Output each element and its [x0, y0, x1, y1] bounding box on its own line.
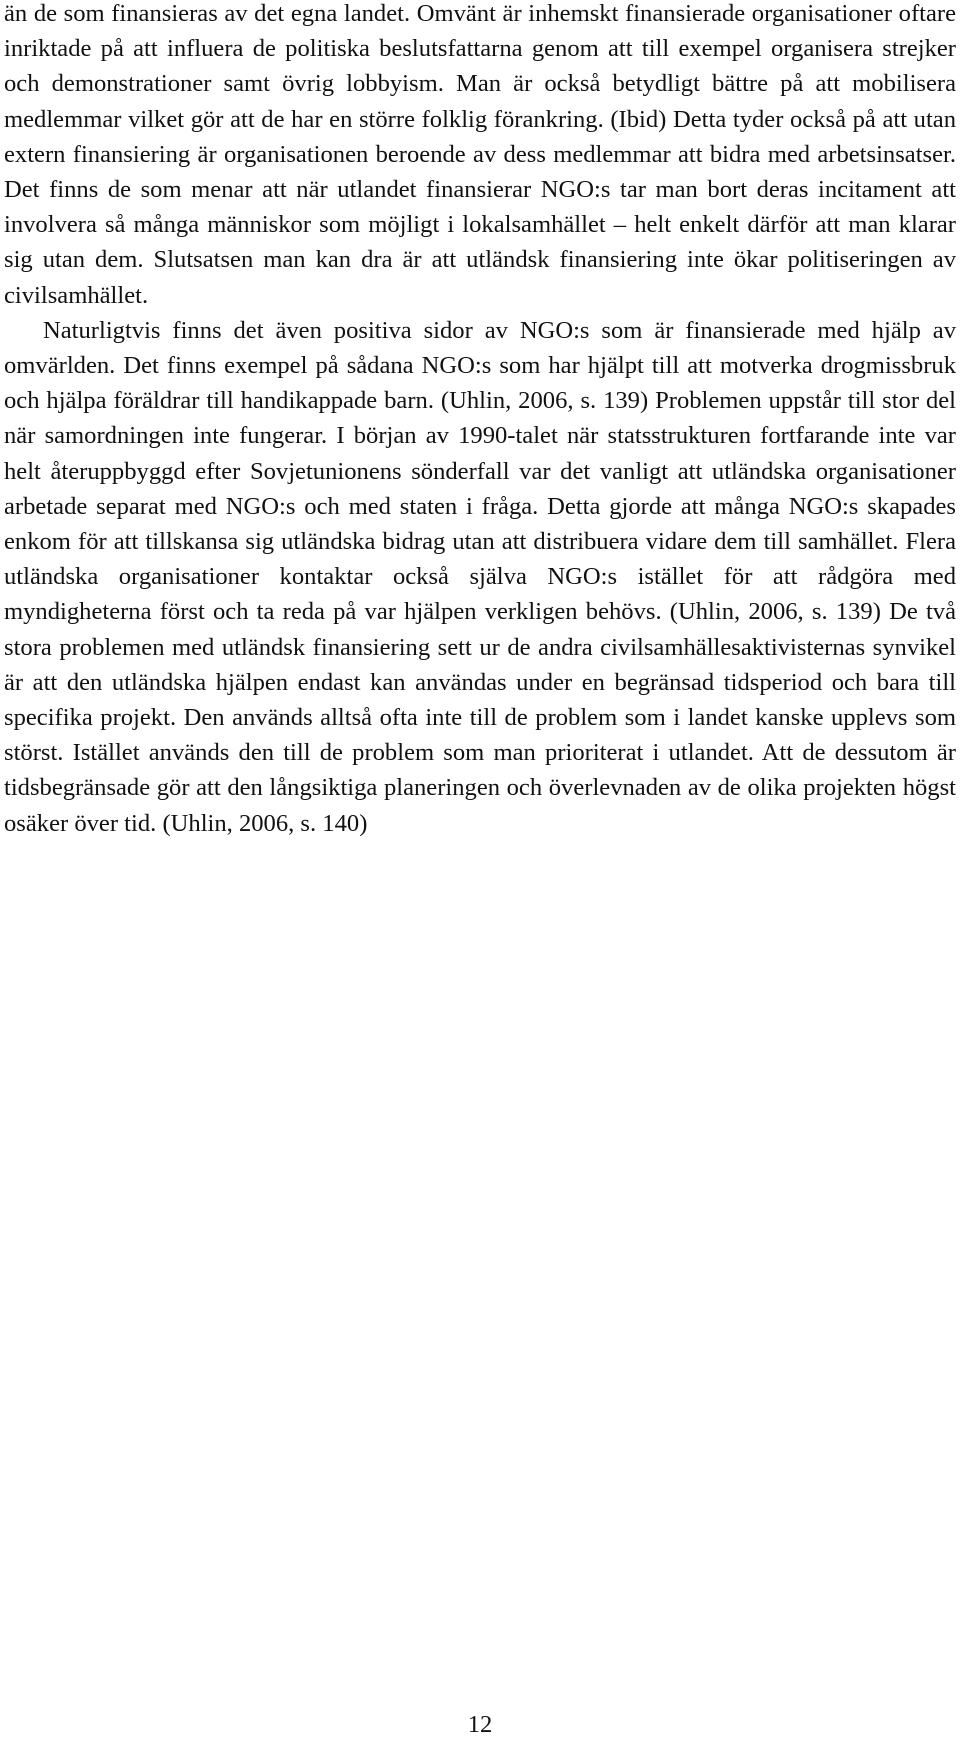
paragraph-2: Naturligtvis finns det även positiva sidor av NGO:s som är finansierade med hjälp av omvärlden. Det finns exempel på sådana NGO:s som har hjälpt till att motverka drogmissbruk och hjälpa föräldrar till handikappade barn. (Uhlin, 2006, s. 139) Problemen uppstår till stor del när samordningen inte fungerar. I början av 1990-talet när statsstrukturen fortfarande inte var helt återuppbyggd efter Sovjetunionens sönderfall var det vanligt att utländska organisationer arbetade separat med NGO:s och med staten i fråga. Detta gjorde att många NGO:s skapades enkom för att tillskansa sig utländska bidrag utan att distribuera vidare dem till samhället. Flera utländska organisationer kontaktar också själva NGO:s istället för att rådgöra med myndigheterna först och ta reda på var hjälpen verkligen behövs. (Uhlin, 2006, s. 139) De två stora problemen med utländsk finansiering sett ur de andra civilsamhällesaktivisternas synvikel är att den utländska hjälpen endast kan användas under en begränsad tidsperiod och bara till specifika projekt. Den används alltså ofta inte till de problem som i landet kanske upplevs som störst. Istället används den till de problem som man prioriterat i utlandet. Att de dessutom är tidsbegränsade gör att den långsiktiga planeringen och överlevnaden av de olika projekten högst osäker över tid. (Uhlin, 2006, s. 140) [4, 316, 956, 837]
body-text [4, 0, 956, 841]
page-number: 12 [467, 1711, 493, 1738]
paragraph-1: än de som finansieras av det egna landet. Omvänt är inhemskt finansierade organisationer oftare inriktade på att influera de politiska beslutsfattarna genom att till exempel organisera strejker och demonstrationer samt övrig lobbyism. Man är också betydligt bättre på att mobilisera medlemmar vilket gör att de har en större folklig förankring. (Ibid) Detta tyder också på att utan extern finansiering är organisationen beroende av dess medlemmar att bidra med arbetsinsatser. Det finns de som menar att när utlandet finansierar NGO:s tar man bort deras incitament att involvera så många människor som möjligt i lokalsamhället – helt enkelt därför att man klarar sig utan dem. Slutsatsen man kan dra är att utländsk finansiering inte ökar politiseringen av civilsamhället. [4, 0, 956, 309]
